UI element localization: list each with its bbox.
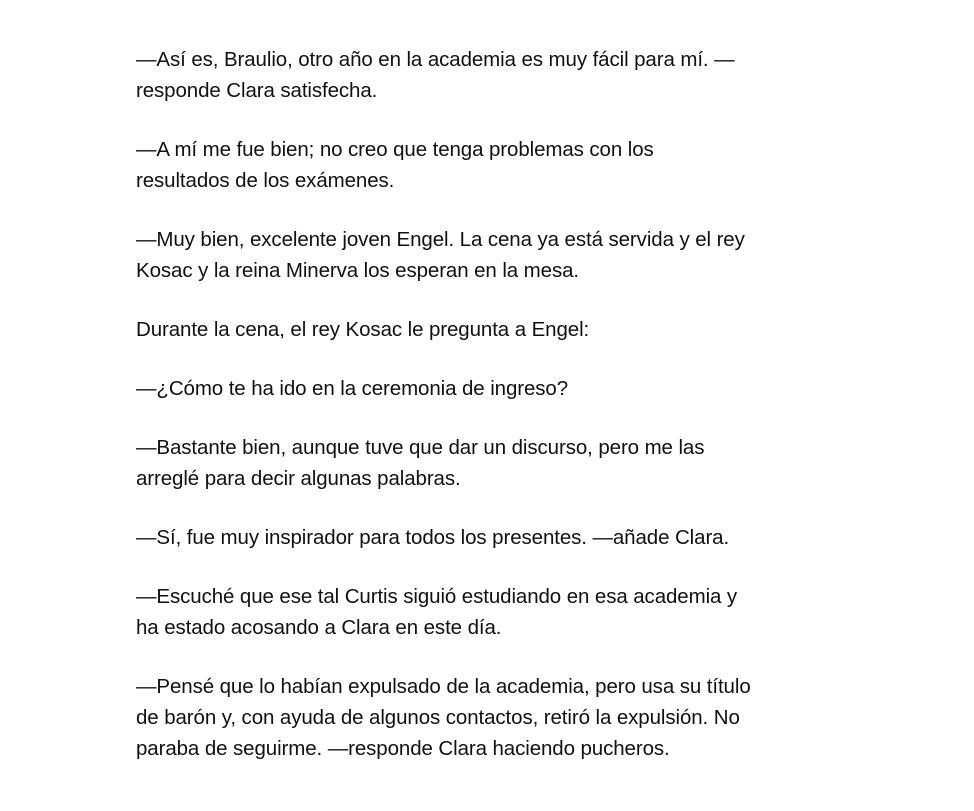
paragraph-7 bbox=[136, 522, 856, 553]
paragraph-line: responde Clara satisfecha. bbox=[136, 79, 378, 102]
paragraph-line: resultados de los exámenes. bbox=[136, 169, 395, 192]
paragraph-6 bbox=[136, 432, 856, 494]
paragraph-line: —Muy bien, excelente joven Engel. La cena ya está servida y el rey bbox=[136, 228, 745, 251]
paragraph-9 bbox=[136, 671, 856, 764]
paragraph-2 bbox=[136, 134, 856, 196]
paragraph-8 bbox=[136, 581, 856, 643]
paragraph-line: arreglé para decir algunas palabras. bbox=[136, 467, 461, 490]
paragraph-3 bbox=[136, 224, 856, 286]
paragraph-5 bbox=[136, 373, 856, 404]
paragraph-line: —Sí, fue muy inspirador para todos los presentes. —añade Clara. bbox=[136, 526, 730, 549]
paragraph-line: —Pensé que lo habían expulsado de la academia, pero usa su título bbox=[136, 675, 751, 698]
paragraph-line: Durante la cena, el rey Kosac le pregunta a Engel: bbox=[136, 318, 590, 341]
paragraph-line: —¿Cómo te ha ido en la ceremonia de ingreso? bbox=[136, 377, 569, 400]
paragraph-4 bbox=[136, 314, 856, 345]
paragraph-line: de barón y, con ayuda de algunos contactos, retiró la expulsión. No bbox=[136, 706, 740, 729]
paragraph-line: —Escuché que ese tal Curtis siguió estudiando en esa academia y bbox=[136, 585, 738, 608]
paragraph-line: Kosac y la reina Minerva los esperan en la mesa. bbox=[136, 259, 580, 282]
document-body bbox=[136, 44, 856, 792]
paragraph-line: ha estado acosando a Clara en este día. bbox=[136, 616, 502, 639]
paragraph-line: —A mí me fue bien; no creo que tenga problemas con los bbox=[136, 138, 654, 161]
paragraph-line: paraba de seguirme. —responde Clara haciendo pucheros. bbox=[136, 737, 670, 760]
paragraph-1 bbox=[136, 44, 856, 106]
paragraph-line: —Así es, Braulio, otro año en la academia es muy fácil para mí. — bbox=[136, 48, 735, 71]
paragraph-line: —Bastante bien, aunque tuve que dar un discurso, pero me las bbox=[136, 436, 705, 459]
